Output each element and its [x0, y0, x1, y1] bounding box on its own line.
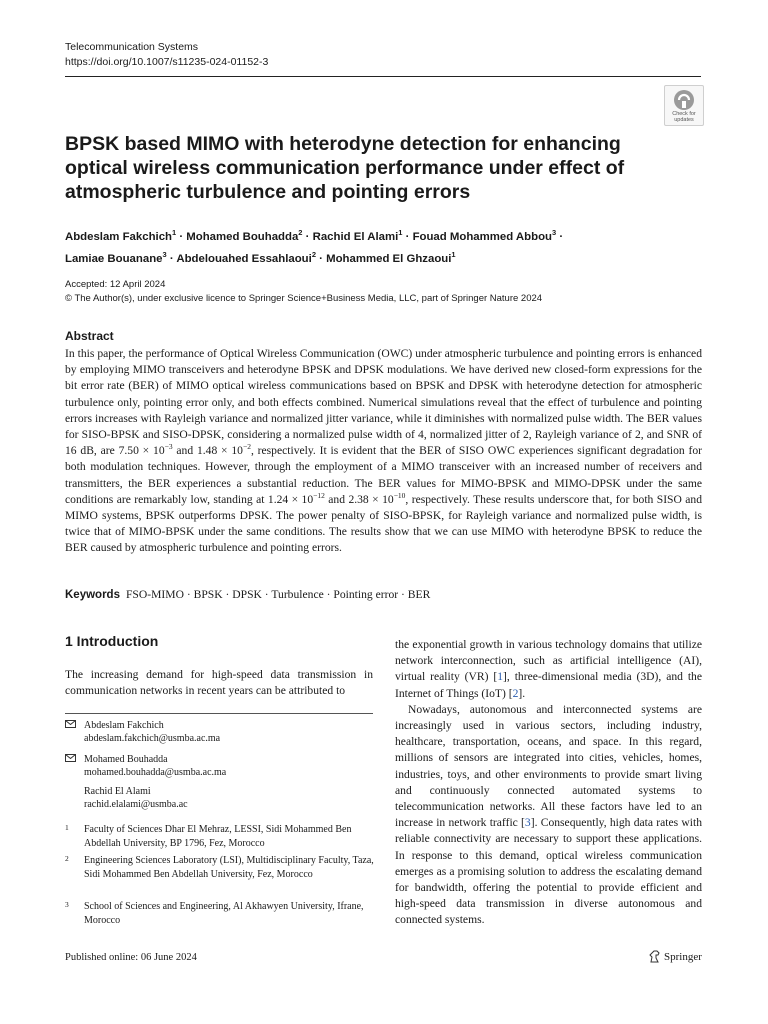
- keywords-heading: Keywords: [65, 589, 120, 601]
- affiliation-number: 1: [65, 823, 69, 832]
- intro-right-column: [395, 637, 702, 929]
- abstract-value: 2.38 × 10: [348, 492, 394, 506]
- journal-name: Telecommunication Systems: [65, 41, 199, 53]
- paragraph-text: ]. Consequently, high data rates with reliable connectivity are necessary to support these applications. In response to this demand, optical wireless communication emerges as a promising solution to address the escalating demand for bandwidth, offering the potential to provide efficient and high-speed data transmission in diverse autonomous and connected systems.: [395, 816, 703, 927]
- check-badge-line2: updates: [674, 117, 694, 123]
- abstract-value: 7.50 × 10: [118, 444, 165, 458]
- author-name[interactable]: Lamiae Bouanane: [65, 252, 163, 265]
- citation-link[interactable]: 3: [524, 816, 531, 830]
- intro-paragraph-left: The increasing demand for high-speed data transmission in communication networks in recent years can be attributed to: [65, 668, 373, 698]
- paragraph-text: the exponential growth in various technology domains that utilize network interconnection, such as artificial intelligence (AI), virtual reality (VR) [: [395, 638, 702, 684]
- author-affiliation: 1: [398, 228, 403, 237]
- abstract-part: and: [172, 444, 197, 458]
- publisher-logo[interactable]: [648, 950, 702, 963]
- author-line-1: Abdeslam Fakchich$^1$ · Mohamed Bouhadda$^2$ · Rachid El Alami$^1$ · Fouad Mohammed Abbou$^3$ ·: [65, 228, 564, 243]
- contact-email[interactable]: rachid.elalami@usmba.ac: [84, 799, 188, 810]
- affiliation-text: School of Sciences and Engineering, Al Akhawyen University, Ifrane, Morocco: [84, 901, 364, 926]
- keywords: [65, 588, 430, 601]
- affiliation-number: 3: [65, 900, 69, 909]
- section-heading: 1 Introduction: [65, 633, 159, 649]
- contact-email[interactable]: mohamed.bouhadda@usmba.ac.ma: [84, 767, 227, 778]
- check-updates-icon: [672, 89, 696, 111]
- author-affiliation: 1: [171, 228, 177, 237]
- author-affiliation: 3: [162, 249, 167, 259]
- affiliation-text: Faculty of Sciences Dhar El Mehraz, LESSI, Sidi Mohammed Ben Abdellah University, BP 1796, Fez, Morocco: [84, 824, 352, 849]
- intro-paragraph: [395, 702, 702, 929]
- doi-link[interactable]: https://doi.org/10.1007/s11235-024-01152-3: [65, 56, 269, 68]
- footnote-rule: [65, 713, 373, 714]
- abstract-heading: Abstract: [65, 329, 114, 343]
- contact-name: Abdeslam Fakchich: [84, 720, 164, 731]
- author-name[interactable]: Mohammed El Ghzaoui: [326, 252, 452, 265]
- paper-title: BPSK based MIMO with heterodyne detection for enhancing optical wireless communication performance under effect of atmospheric turbulence and pointing errors: [65, 133, 625, 203]
- author-name[interactable]: Mohamed Bouhadda: [186, 230, 299, 243]
- citation-link[interactable]: 1: [497, 670, 504, 684]
- affiliation-number: 2: [65, 854, 69, 863]
- abstract-part: , respectively. It is evident that the BER of SISO OWC experiences significant degradation for both modulation techniques. However, through the employment of a MIMO transceiver with an increased number of receivers and transmitters, the BER experiences a substantial reduction. The BER values for MIMO-BPSK and MIMO-DPSK under the same conditions are remarkably low, standing at: [65, 444, 703, 506]
- abstract-part: In this paper, the performance of Optical Wireless Communication (OWC) under atmospheric turbulence and pointing errors is enhanced by employing MIMO transceivers and heterodyne BPSK and DPSK modulations. We have derived new closed-form expressions for the bit error rate (BER) of MIMO optical wireless communications based on BPSK and DPSK with heterodyne detection for atmospheric turbulence only, pointing error only, and both effects combined. Numerical simulations reveal that the effect of turbulence and pointing errors increases with Rayleigh variance and normalized jitter variance, while it diminishes with normalized pulse width. The BER values for SISO-BPSK and SISO-DPSK, considering a normalized pulse width of 4, normalized jitter of 2, Rayleigh variance of 2, and SNR of 16 dB, are: [65, 347, 702, 458]
- author-line-2: Lamiae Bouanane$^3$ · Abdelouahed Essahlaoui$^2$ · Mohammed El Ghzaoui$^1$: [65, 249, 456, 265]
- abstract-part: , respectively. These results underscore that, for both SISO and MIMO systems, BPSK outperforms DPSK. The power penalty of SISO-BPSK, for Rayleigh variance and normalized pulse width, is twice that of MIMO-BPSK under the same conditions. The results show that we can use MIMO with heterodyne BPSK to reduce the BER caused by atmospheric turbulence and pointing errors.: [65, 492, 703, 555]
- journal-header: [65, 40, 268, 70]
- check-badge-line1: Check for: [672, 111, 696, 117]
- mail-icon: [65, 720, 76, 728]
- mail-icon: [65, 754, 76, 762]
- abstract-exponent: −12: [313, 490, 325, 500]
- author-affiliation: 1: [451, 249, 456, 259]
- article-dates: [65, 278, 542, 306]
- accepted-date: Accepted: 12 April 2024: [65, 279, 166, 290]
- affiliation-text: Engineering Sciences Laboratory (LSI), Multidisciplinary Faculty, Taza, Sidi Mohammed Ben Abdellah University, Fez, Morocco: [84, 855, 374, 880]
- paragraph-text: Nowadays, autonomous and interconnected systems are increasingly used in various sectors, including industry, healthcare, transportation, oceans, and space. In this regard, millions of sensors are integrated into cities, vehicles, homes, industries, toys, and other environments to provide smart living and continuously connected automated systems to telecommunication networks. All these factors have led to an increase in network traffic [: [395, 702, 702, 830]
- header-rule: [65, 76, 701, 77]
- abstract-part: and: [324, 492, 349, 506]
- published-date: Published online: 06 June 2024: [65, 952, 197, 963]
- abstract-exponent: −3: [164, 442, 173, 452]
- intro-paragraph: [395, 637, 702, 702]
- author-name[interactable]: Fouad Mohammed Abbou: [412, 230, 552, 243]
- author-list: [65, 224, 685, 268]
- contact-name: Rachid El Alami: [84, 786, 151, 797]
- paragraph-text: ], three-dimensional media (3D), and the Internet of Things (IoT) [: [395, 670, 702, 700]
- keywords-list: FSO-MIMO · BPSK · DPSK · Turbulence · Pointing error · BER: [125, 588, 431, 601]
- copyright-notice: © The Author(s), under exclusive licence to Springer Science+Business Media, LLC, part of Springer Nature 2024: [65, 293, 543, 304]
- paragraph-text: ].: [518, 686, 526, 700]
- springer-horse-icon: [648, 950, 661, 963]
- author-affiliation: 2: [311, 249, 316, 259]
- publisher-name: Springer: [664, 950, 702, 963]
- abstract-value: 1.48 × 10: [196, 444, 243, 458]
- abstract-exponent: −2: [242, 442, 251, 452]
- author-name[interactable]: Rachid El Alami: [312, 230, 399, 243]
- contact-name: Mohamed Bouhadda: [84, 754, 168, 765]
- check-for-updates-badge[interactable]: [664, 85, 704, 126]
- author-name[interactable]: Abdeslam Fakchich: [65, 230, 172, 243]
- abstract-value: 1.24 × 10: [267, 492, 314, 506]
- contact-email[interactable]: abdeslam.fakchich@usmba.ac.ma: [84, 733, 221, 744]
- citation-link[interactable]: 2: [512, 686, 519, 700]
- abstract-exponent: −10: [393, 490, 406, 500]
- author-affiliation: 2: [298, 228, 303, 237]
- author-name[interactable]: Abdelouahed Essahlaoui: [176, 252, 312, 265]
- author-affiliation: 3: [551, 228, 557, 237]
- abstract-text: [65, 346, 702, 557]
